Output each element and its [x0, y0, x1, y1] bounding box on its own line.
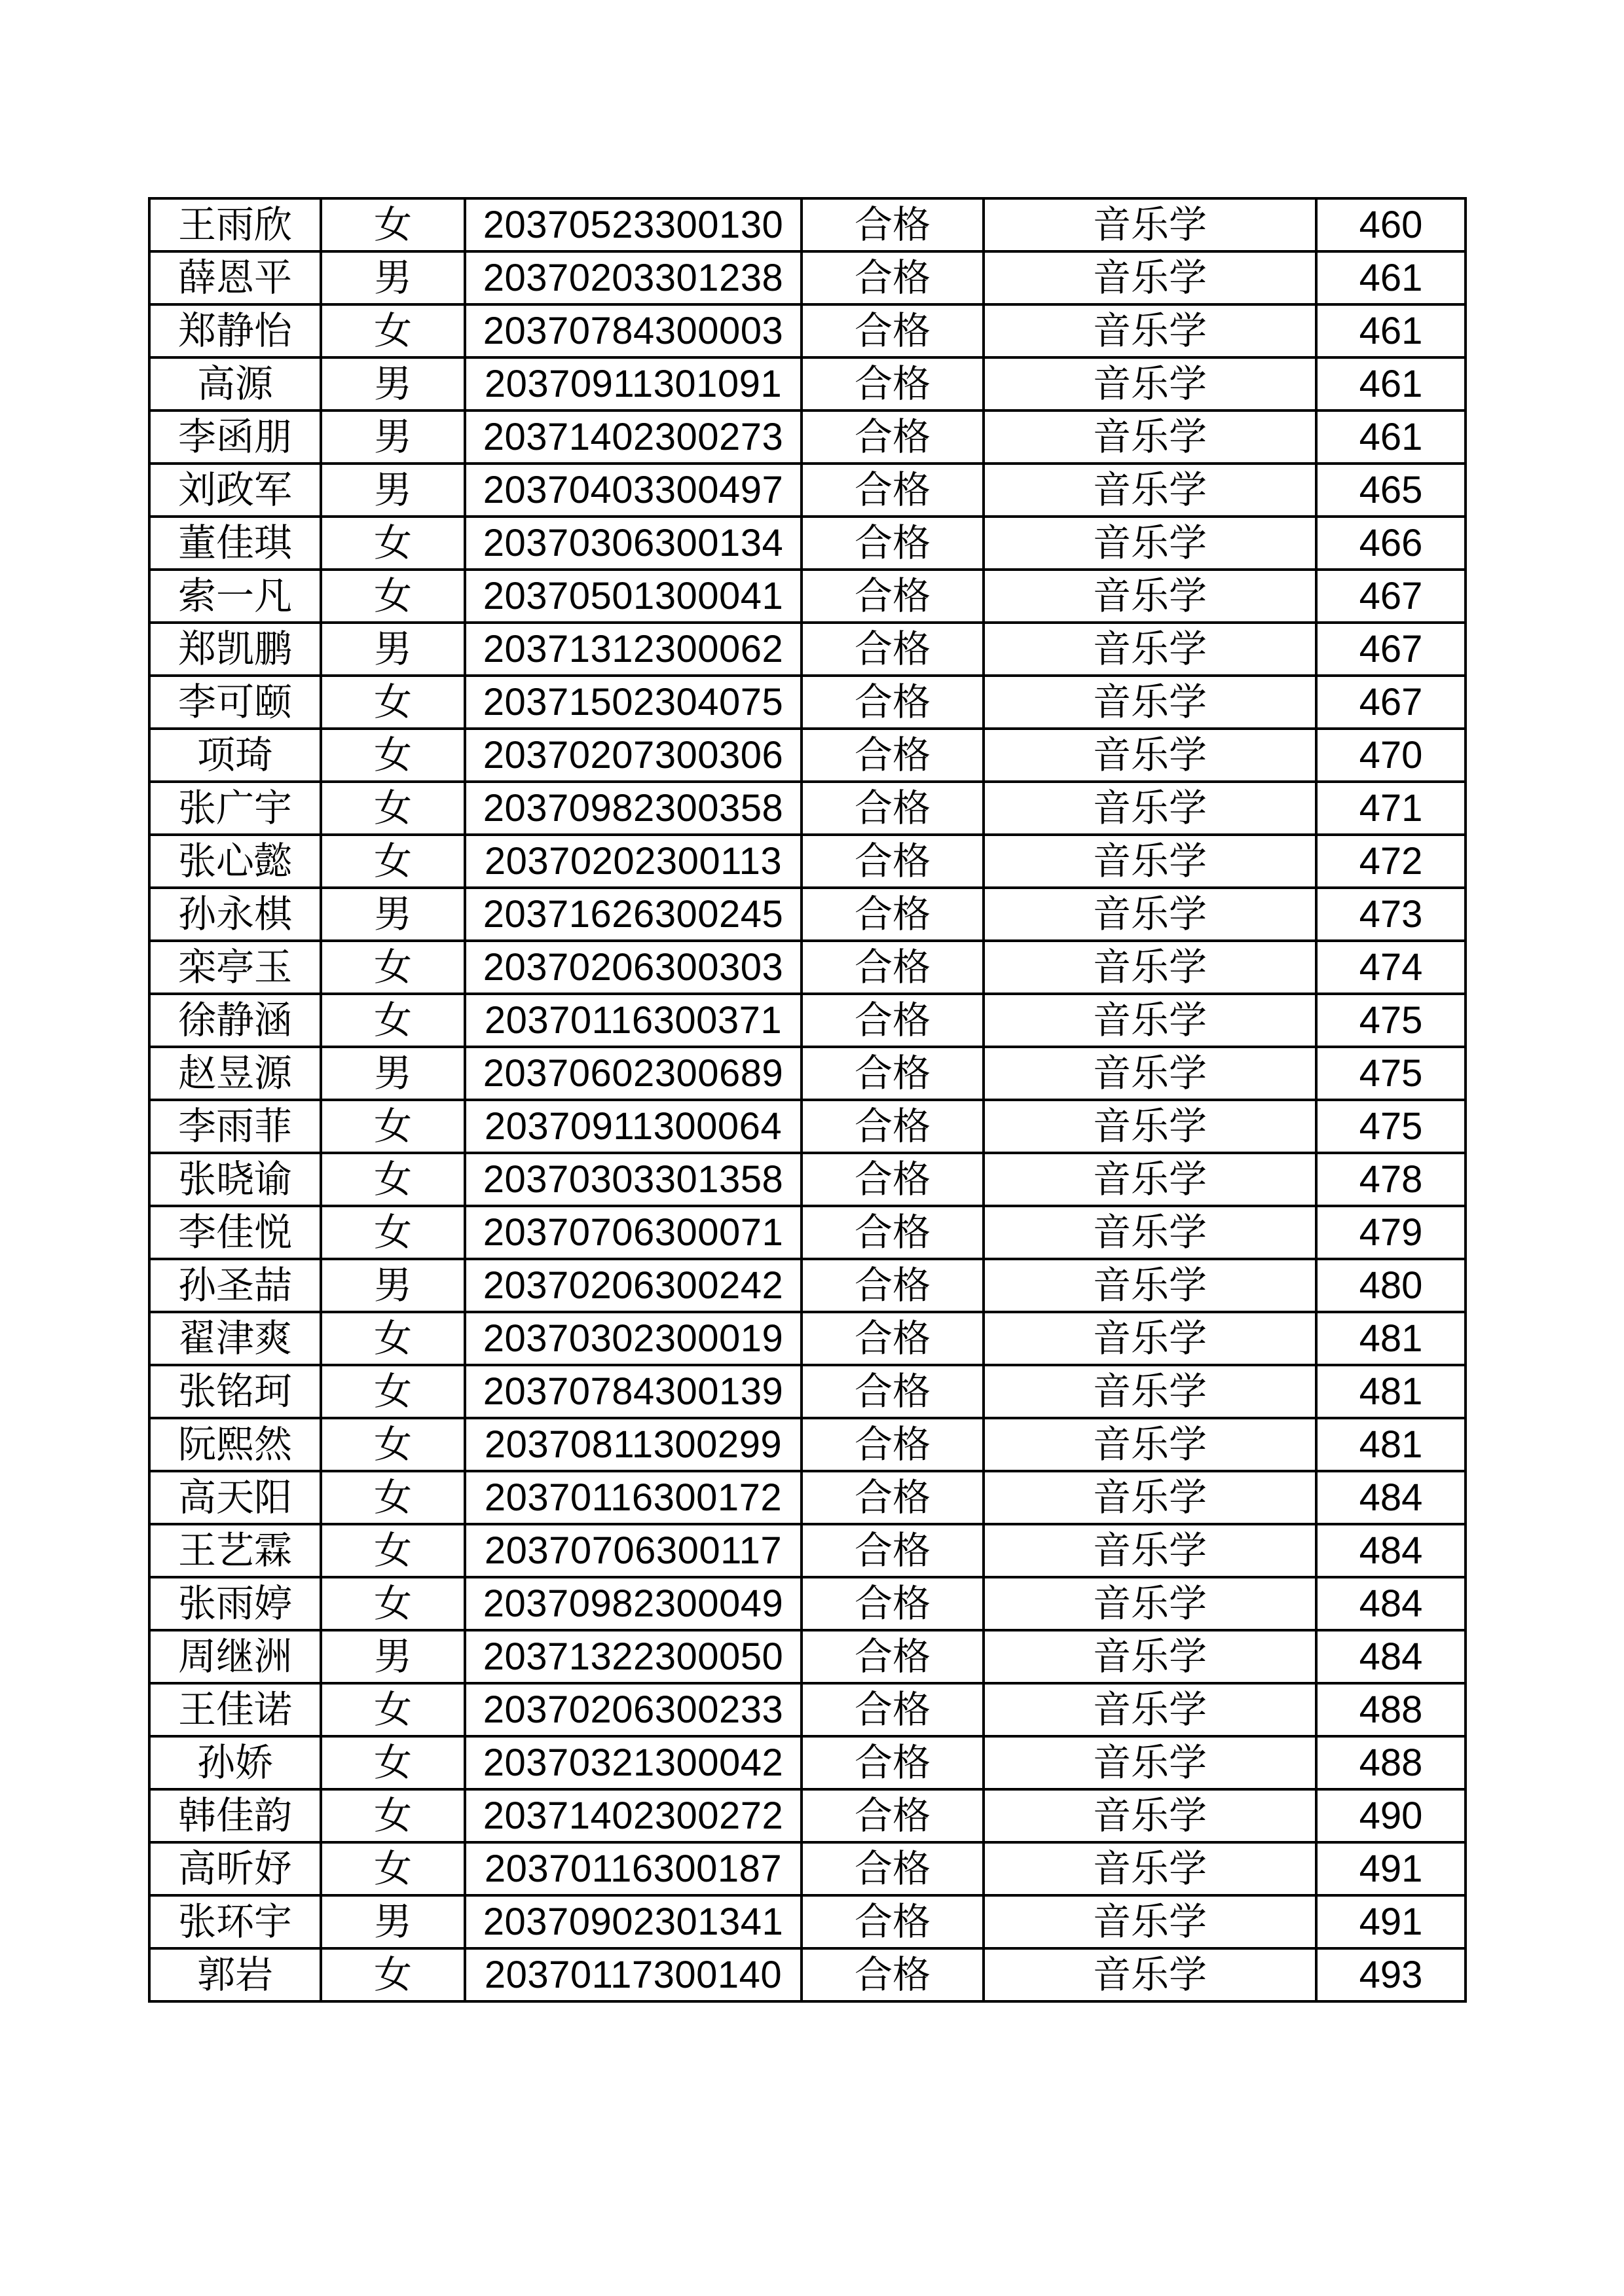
exam-id-cell: 20370902301341	[465, 1895, 802, 1948]
name-cell: 张广宇	[149, 782, 321, 835]
table-row	[149, 570, 1466, 623]
gender-cell: 男	[321, 888, 465, 941]
exam-id-cell: 20370706300117	[465, 1524, 802, 1577]
major-cell: 音乐学	[984, 676, 1316, 729]
name-cell: 郑静怡	[149, 304, 321, 357]
name-cell: 周继洲	[149, 1630, 321, 1683]
status-cell: 合格	[802, 729, 984, 782]
gender-cell: 女	[321, 198, 465, 251]
score-cell: 471	[1316, 782, 1466, 835]
score-cell: 475	[1316, 1047, 1466, 1100]
status-cell: 合格	[802, 198, 984, 251]
name-cell: 李雨菲	[149, 1100, 321, 1153]
table-row	[149, 941, 1466, 994]
status-cell: 合格	[802, 888, 984, 941]
table-row	[149, 1206, 1466, 1259]
table-row	[149, 464, 1466, 517]
score-cell: 461	[1316, 410, 1466, 464]
name-cell: 孙永棋	[149, 888, 321, 941]
exam-id-cell: 20371322300050	[465, 1630, 802, 1683]
name-cell: 张晓谕	[149, 1153, 321, 1206]
status-cell: 合格	[802, 1842, 984, 1895]
score-cell: 480	[1316, 1259, 1466, 1312]
score-cell: 475	[1316, 1100, 1466, 1153]
exam-id-cell: 20370982300358	[465, 782, 802, 835]
gender-cell: 女	[321, 1100, 465, 1153]
score-cell: 470	[1316, 729, 1466, 782]
status-cell: 合格	[802, 357, 984, 410]
exam-id-cell: 20371626300245	[465, 888, 802, 941]
score-cell: 491	[1316, 1842, 1466, 1895]
gender-cell: 女	[321, 1948, 465, 2001]
score-cell: 488	[1316, 1736, 1466, 1789]
score-cell: 473	[1316, 888, 1466, 941]
status-cell: 合格	[802, 1577, 984, 1630]
score-cell: 481	[1316, 1365, 1466, 1418]
status-cell: 合格	[802, 1312, 984, 1365]
major-cell: 音乐学	[984, 1047, 1316, 1100]
major-cell: 音乐学	[984, 835, 1316, 888]
status-cell: 合格	[802, 1524, 984, 1577]
major-cell: 音乐学	[984, 1577, 1316, 1630]
major-cell: 音乐学	[984, 1418, 1316, 1471]
table-row	[149, 198, 1466, 251]
major-cell: 音乐学	[984, 1630, 1316, 1683]
major-cell: 音乐学	[984, 729, 1316, 782]
name-cell: 翟津爽	[149, 1312, 321, 1365]
major-cell: 音乐学	[984, 994, 1316, 1047]
exam-id-cell: 20370321300042	[465, 1736, 802, 1789]
major-cell: 音乐学	[984, 1789, 1316, 1842]
exam-id-cell: 20371402300272	[465, 1789, 802, 1842]
name-cell: 王佳诺	[149, 1683, 321, 1736]
name-cell: 王雨欣	[149, 198, 321, 251]
name-cell: 李可颐	[149, 676, 321, 729]
status-cell: 合格	[802, 1630, 984, 1683]
status-cell: 合格	[802, 1047, 984, 1100]
score-cell: 461	[1316, 304, 1466, 357]
results-table-body	[149, 198, 1466, 2001]
major-cell: 音乐学	[984, 1736, 1316, 1789]
major-cell: 音乐学	[984, 941, 1316, 994]
exam-id-cell: 20370706300071	[465, 1206, 802, 1259]
status-cell: 合格	[802, 782, 984, 835]
table-row	[149, 729, 1466, 782]
gender-cell: 女	[321, 1312, 465, 1365]
name-cell: 郭岩	[149, 1948, 321, 2001]
gender-cell: 男	[321, 410, 465, 464]
gender-cell: 女	[321, 676, 465, 729]
gender-cell: 男	[321, 357, 465, 410]
table-row	[149, 676, 1466, 729]
table-row	[149, 1524, 1466, 1577]
status-cell: 合格	[802, 410, 984, 464]
major-cell: 音乐学	[984, 304, 1316, 357]
score-cell: 484	[1316, 1524, 1466, 1577]
gender-cell: 女	[321, 1577, 465, 1630]
name-cell: 栾亭玉	[149, 941, 321, 994]
exam-id-cell: 20370784300003	[465, 304, 802, 357]
exam-id-cell: 20370501300041	[465, 570, 802, 623]
score-cell: 490	[1316, 1789, 1466, 1842]
exam-id-cell: 20370811300299	[465, 1418, 802, 1471]
major-cell: 音乐学	[984, 517, 1316, 570]
status-cell: 合格	[802, 1206, 984, 1259]
exam-id-cell: 20370206300303	[465, 941, 802, 994]
table-row	[149, 1365, 1466, 1418]
major-cell: 音乐学	[984, 1206, 1316, 1259]
table-row	[149, 1948, 1466, 2001]
exam-id-cell: 20371402300273	[465, 410, 802, 464]
name-cell: 王艺霖	[149, 1524, 321, 1577]
table-row	[149, 888, 1466, 941]
major-cell: 音乐学	[984, 1259, 1316, 1312]
major-cell: 音乐学	[984, 888, 1316, 941]
major-cell: 音乐学	[984, 1100, 1316, 1153]
status-cell: 合格	[802, 1683, 984, 1736]
status-cell: 合格	[802, 1736, 984, 1789]
score-cell: 474	[1316, 941, 1466, 994]
name-cell: 刘政军	[149, 464, 321, 517]
status-cell: 合格	[802, 994, 984, 1047]
gender-cell: 女	[321, 782, 465, 835]
name-cell: 董佳琪	[149, 517, 321, 570]
table-row	[149, 1630, 1466, 1683]
exam-id-cell: 20370982300049	[465, 1577, 802, 1630]
major-cell: 音乐学	[984, 570, 1316, 623]
gender-cell: 女	[321, 994, 465, 1047]
gender-cell: 女	[321, 517, 465, 570]
table-row	[149, 1471, 1466, 1524]
gender-cell: 男	[321, 464, 465, 517]
gender-cell: 女	[321, 1736, 465, 1789]
gender-cell: 女	[321, 729, 465, 782]
table-row	[149, 1736, 1466, 1789]
gender-cell: 女	[321, 1365, 465, 1418]
status-cell: 合格	[802, 304, 984, 357]
score-cell: 467	[1316, 570, 1466, 623]
score-cell: 466	[1316, 517, 1466, 570]
major-cell: 音乐学	[984, 1948, 1316, 2001]
major-cell: 音乐学	[984, 1312, 1316, 1365]
exam-id-cell: 20370116300187	[465, 1842, 802, 1895]
status-cell: 合格	[802, 835, 984, 888]
exam-id-cell: 20370403300497	[465, 464, 802, 517]
status-cell: 合格	[802, 1948, 984, 2001]
gender-cell: 女	[321, 304, 465, 357]
exam-id-cell: 20370203301238	[465, 251, 802, 304]
major-cell: 音乐学	[984, 410, 1316, 464]
status-cell: 合格	[802, 941, 984, 994]
score-cell: 481	[1316, 1312, 1466, 1365]
name-cell: 徐静涵	[149, 994, 321, 1047]
gender-cell: 女	[321, 1524, 465, 1577]
status-cell: 合格	[802, 1895, 984, 1948]
exam-id-cell: 20370302300019	[465, 1312, 802, 1365]
gender-cell: 女	[321, 835, 465, 888]
table-row	[149, 410, 1466, 464]
exam-id-cell: 20370116300371	[465, 994, 802, 1047]
gender-cell: 男	[321, 1259, 465, 1312]
name-cell: 索一凡	[149, 570, 321, 623]
table-row	[149, 251, 1466, 304]
score-cell: 475	[1316, 994, 1466, 1047]
results-table	[148, 197, 1467, 2003]
score-cell: 461	[1316, 251, 1466, 304]
score-cell: 467	[1316, 623, 1466, 676]
score-cell: 467	[1316, 676, 1466, 729]
score-cell: 478	[1316, 1153, 1466, 1206]
gender-cell: 女	[321, 1471, 465, 1524]
name-cell: 张心懿	[149, 835, 321, 888]
major-cell: 音乐学	[984, 1153, 1316, 1206]
major-cell: 音乐学	[984, 782, 1316, 835]
table-row	[149, 1312, 1466, 1365]
status-cell: 合格	[802, 1100, 984, 1153]
gender-cell: 女	[321, 1789, 465, 1842]
exam-id-cell: 20370303301358	[465, 1153, 802, 1206]
name-cell: 高源	[149, 357, 321, 410]
major-cell: 音乐学	[984, 1842, 1316, 1895]
score-cell: 484	[1316, 1577, 1466, 1630]
score-cell: 479	[1316, 1206, 1466, 1259]
exam-id-cell: 20370911300064	[465, 1100, 802, 1153]
score-cell: 484	[1316, 1630, 1466, 1683]
table-row	[149, 1418, 1466, 1471]
status-cell: 合格	[802, 1418, 984, 1471]
table-row	[149, 357, 1466, 410]
status-cell: 合格	[802, 570, 984, 623]
table-row	[149, 1577, 1466, 1630]
status-cell: 合格	[802, 1471, 984, 1524]
gender-cell: 女	[321, 1206, 465, 1259]
status-cell: 合格	[802, 517, 984, 570]
exam-id-cell: 20370206300242	[465, 1259, 802, 1312]
table-row	[149, 782, 1466, 835]
table-row	[149, 623, 1466, 676]
name-cell: 郑凯鹏	[149, 623, 321, 676]
gender-cell: 女	[321, 941, 465, 994]
major-cell: 音乐学	[984, 464, 1316, 517]
score-cell: 491	[1316, 1895, 1466, 1948]
name-cell: 李佳悦	[149, 1206, 321, 1259]
name-cell: 项琦	[149, 729, 321, 782]
exam-id-cell: 20371502304075	[465, 676, 802, 729]
exam-id-cell: 20370206300233	[465, 1683, 802, 1736]
status-cell: 合格	[802, 1153, 984, 1206]
score-cell: 493	[1316, 1948, 1466, 2001]
exam-id-cell: 20370911301091	[465, 357, 802, 410]
exam-id-cell: 20370202300113	[465, 835, 802, 888]
table-row	[149, 517, 1466, 570]
gender-cell: 女	[321, 1418, 465, 1471]
name-cell: 李函朋	[149, 410, 321, 464]
table-row	[149, 1789, 1466, 1842]
table-row	[149, 1895, 1466, 1948]
status-cell: 合格	[802, 1365, 984, 1418]
gender-cell: 男	[321, 251, 465, 304]
name-cell: 阮熙然	[149, 1418, 321, 1471]
exam-id-cell: 20370117300140	[465, 1948, 802, 2001]
status-cell: 合格	[802, 251, 984, 304]
name-cell: 孙娇	[149, 1736, 321, 1789]
major-cell: 音乐学	[984, 623, 1316, 676]
table-row	[149, 1153, 1466, 1206]
exam-id-cell: 20370116300172	[465, 1471, 802, 1524]
status-cell: 合格	[802, 1789, 984, 1842]
gender-cell: 女	[321, 1683, 465, 1736]
gender-cell: 男	[321, 1047, 465, 1100]
name-cell: 张铭珂	[149, 1365, 321, 1418]
gender-cell: 男	[321, 1895, 465, 1948]
name-cell: 赵昱源	[149, 1047, 321, 1100]
name-cell: 张环宇	[149, 1895, 321, 1948]
table-row	[149, 994, 1466, 1047]
major-cell: 音乐学	[984, 1365, 1316, 1418]
gender-cell: 男	[321, 1630, 465, 1683]
status-cell: 合格	[802, 464, 984, 517]
name-cell: 薛恩平	[149, 251, 321, 304]
exam-id-cell: 20370306300134	[465, 517, 802, 570]
score-cell: 481	[1316, 1418, 1466, 1471]
table-row	[149, 304, 1466, 357]
exam-id-cell: 20370207300306	[465, 729, 802, 782]
score-cell: 472	[1316, 835, 1466, 888]
major-cell: 音乐学	[984, 198, 1316, 251]
gender-cell: 女	[321, 1842, 465, 1895]
status-cell: 合格	[802, 1259, 984, 1312]
name-cell: 高天阳	[149, 1471, 321, 1524]
major-cell: 音乐学	[984, 1895, 1316, 1948]
major-cell: 音乐学	[984, 1683, 1316, 1736]
name-cell: 张雨婷	[149, 1577, 321, 1630]
gender-cell: 女	[321, 570, 465, 623]
score-cell: 461	[1316, 357, 1466, 410]
table-row	[149, 1683, 1466, 1736]
name-cell: 孙圣喆	[149, 1259, 321, 1312]
gender-cell: 女	[321, 1153, 465, 1206]
name-cell: 高昕妤	[149, 1842, 321, 1895]
exam-id-cell: 20370784300139	[465, 1365, 802, 1418]
major-cell: 音乐学	[984, 1524, 1316, 1577]
exam-id-cell: 20371312300062	[465, 623, 802, 676]
gender-cell: 男	[321, 623, 465, 676]
score-cell: 460	[1316, 198, 1466, 251]
major-cell: 音乐学	[984, 1471, 1316, 1524]
major-cell: 音乐学	[984, 357, 1316, 410]
table-row	[149, 835, 1466, 888]
status-cell: 合格	[802, 676, 984, 729]
table-row	[149, 1047, 1466, 1100]
score-cell: 465	[1316, 464, 1466, 517]
score-cell: 484	[1316, 1471, 1466, 1524]
status-cell: 合格	[802, 623, 984, 676]
exam-id-cell: 20370602300689	[465, 1047, 802, 1100]
table-row	[149, 1842, 1466, 1895]
name-cell: 韩佳韵	[149, 1789, 321, 1842]
exam-id-cell: 20370523300130	[465, 198, 802, 251]
major-cell: 音乐学	[984, 251, 1316, 304]
table-row	[149, 1100, 1466, 1153]
score-cell: 488	[1316, 1683, 1466, 1736]
table-row	[149, 1259, 1466, 1312]
